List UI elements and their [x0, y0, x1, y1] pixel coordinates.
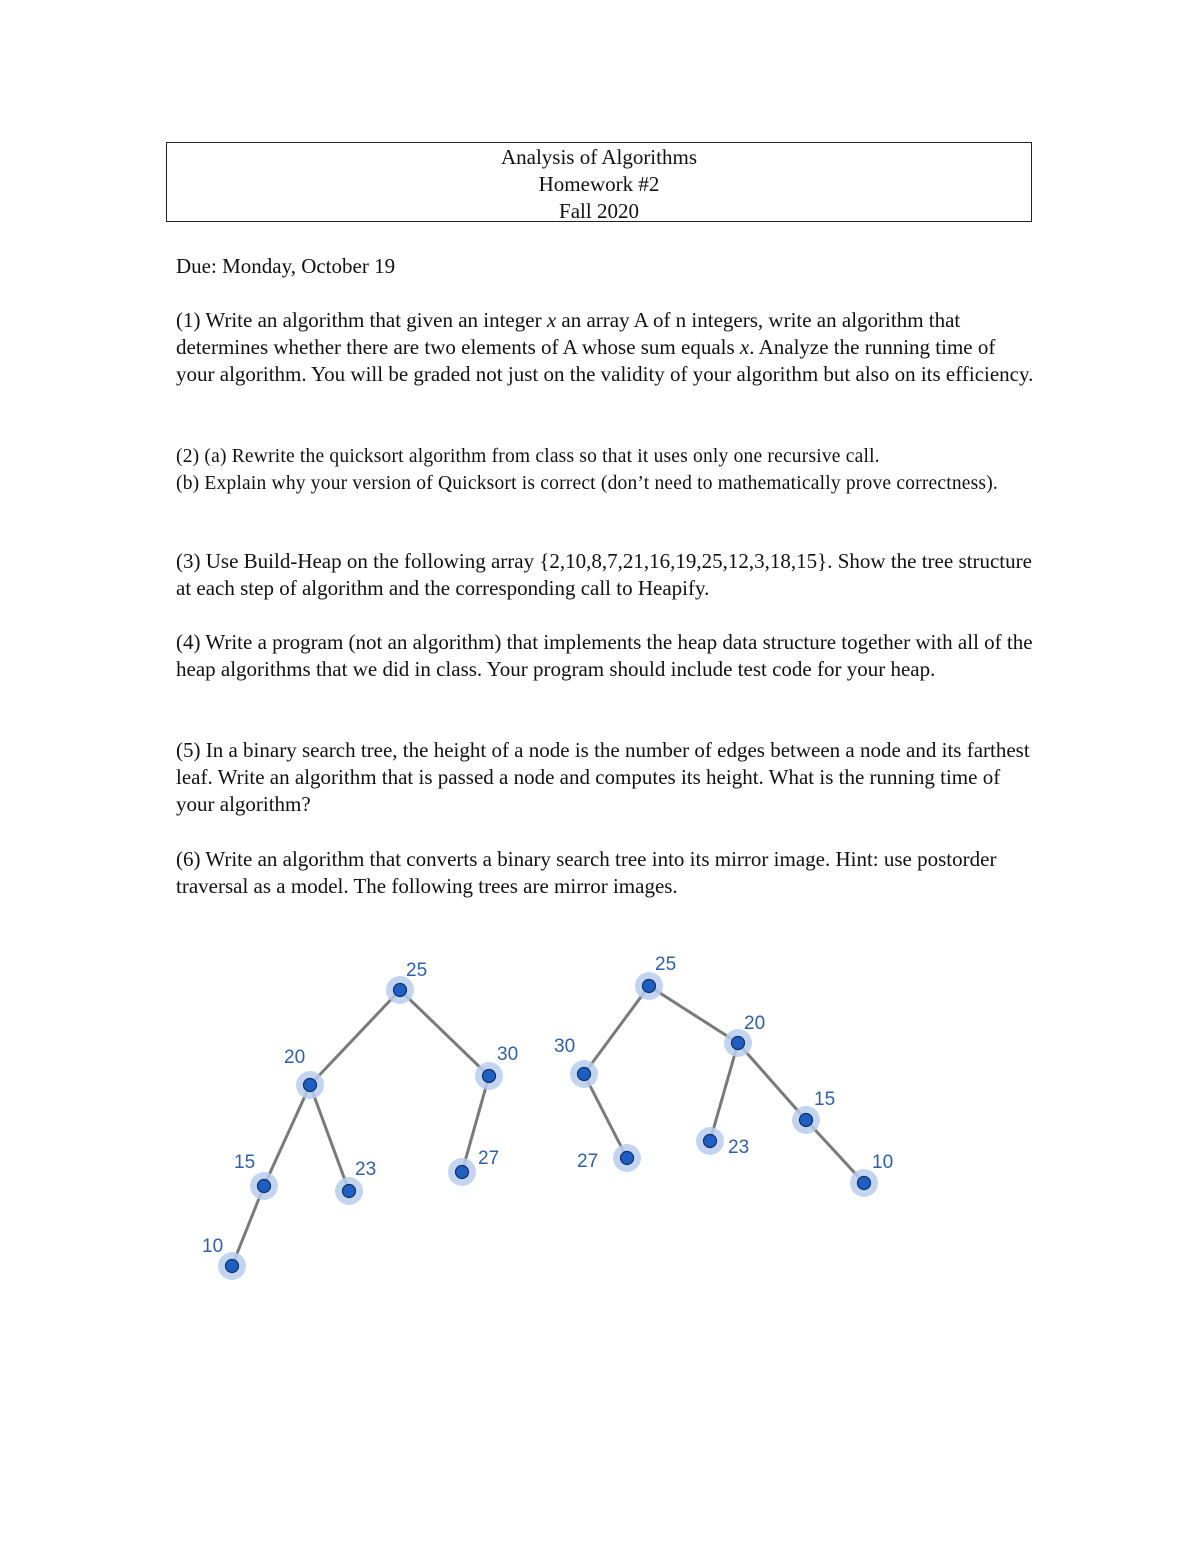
right-tree-node-10: [858, 1177, 871, 1190]
left-tree-label-23: 23: [355, 1159, 377, 1180]
question-6: (6) Write an algorithm that converts a binary search tree into its mirror image. Hint: use postorder traversal as a model. The following trees are mirror images.: [176, 847, 997, 898]
right-tree-node-15: [800, 1114, 813, 1127]
question-1-text-c: . Analyze the running time of your algorithm. You will be graded not just on the validity of your algorithm but also on its efficiency.: [176, 335, 1034, 386]
right-tree-node-20: [732, 1037, 745, 1050]
right-tree-edge-20-23: [710, 1043, 738, 1141]
term: Fall 2020: [559, 199, 639, 223]
left-tree-label-20: 20: [284, 1047, 306, 1068]
right-tree-node-27: [621, 1152, 634, 1165]
right-tree-label-15: 15: [814, 1089, 836, 1110]
right-tree-node-30: [578, 1068, 591, 1081]
left-tree-label-15: 15: [234, 1152, 256, 1173]
question-1-text-b: an array A of n integers, write an algorithm that determines whether there are two elements of A whose sum equals: [176, 308, 961, 359]
right-tree-label-30: 30: [554, 1036, 576, 1057]
course-title: Analysis of Algorithms: [500, 145, 697, 169]
right-tree-node-23: [704, 1135, 717, 1148]
assignment-title: Homework #2: [538, 172, 660, 196]
question-2a: (2) (a) Rewrite the quicksort algorithm from class so that it uses only one recursive call.: [176, 446, 880, 467]
left-tree-node-27: [456, 1166, 469, 1179]
right-tree-node-25: [643, 980, 656, 993]
right-tree-edge-30-27: [584, 1074, 627, 1158]
question-3: (3) Use Build-Heap on the following array {2,10,8,7,21,16,19,25,12,3,18,15}. Show the tree structure at each step of algorithm and the corresponding call to Heapify.: [176, 549, 1032, 600]
right-tree-label-10: 10: [872, 1152, 894, 1173]
question-1: [176, 307, 1036, 388]
left-tree-node-25: [394, 984, 407, 997]
mirror-trees-figure: [0, 940, 1200, 1300]
left-tree-edge-25-20: [310, 990, 400, 1085]
left-tree-node-15: [258, 1180, 271, 1193]
question-4: (4) Write a program (not an algorithm) that implements the heap data structure together with all of the heap algorithms that we did in class. Your program should include test code for your heap.: [176, 630, 1033, 681]
right-tree-edge-20-15: [738, 1043, 806, 1120]
left-tree-node-20: [304, 1079, 317, 1092]
left-tree-label-27: 27: [478, 1148, 500, 1169]
left-tree-edge-20-15: [264, 1085, 310, 1186]
question-1-text-a: (1) Write an algorithm that given an integer: [176, 308, 547, 332]
left-tree-edge-25-30: [400, 990, 489, 1076]
title-box: [166, 142, 1032, 222]
right-tree: [554, 954, 893, 1197]
right-tree-edge-25-20: [649, 986, 738, 1043]
right-tree-label-23: 23: [728, 1137, 750, 1158]
right-tree-edge-25-30: [584, 986, 649, 1074]
question-2b: (b) Explain why your version of Quicksort is correct (don’t need to mathematically prove correctness).: [176, 473, 998, 494]
question-1-var-x2: x: [739, 335, 750, 359]
right-tree-label-25: 25: [655, 954, 677, 975]
right-tree-label-20: 20: [744, 1013, 766, 1034]
left-tree-node-30: [483, 1070, 496, 1083]
left-tree-node-10: [226, 1260, 239, 1273]
left-tree-label-30: 30: [497, 1044, 519, 1065]
left-tree-label-25: 25: [406, 960, 428, 981]
question-5: (5) In a binary search tree, the height of a node is the number of edges between a node and its farthest leaf. Write an algorithm that is passed a node and computes its height. What is the running time of your algorithm?: [176, 738, 1030, 816]
left-tree-edge-20-23: [310, 1085, 349, 1191]
question-2: [176, 443, 1036, 497]
left-tree: [202, 960, 518, 1280]
due-date: Due: Monday, October 19: [176, 254, 396, 278]
right-tree-label-27: 27: [577, 1151, 599, 1172]
question-1-var-x: x: [546, 308, 557, 332]
left-tree-label-10: 10: [202, 1236, 224, 1257]
left-tree-node-23: [343, 1185, 356, 1198]
